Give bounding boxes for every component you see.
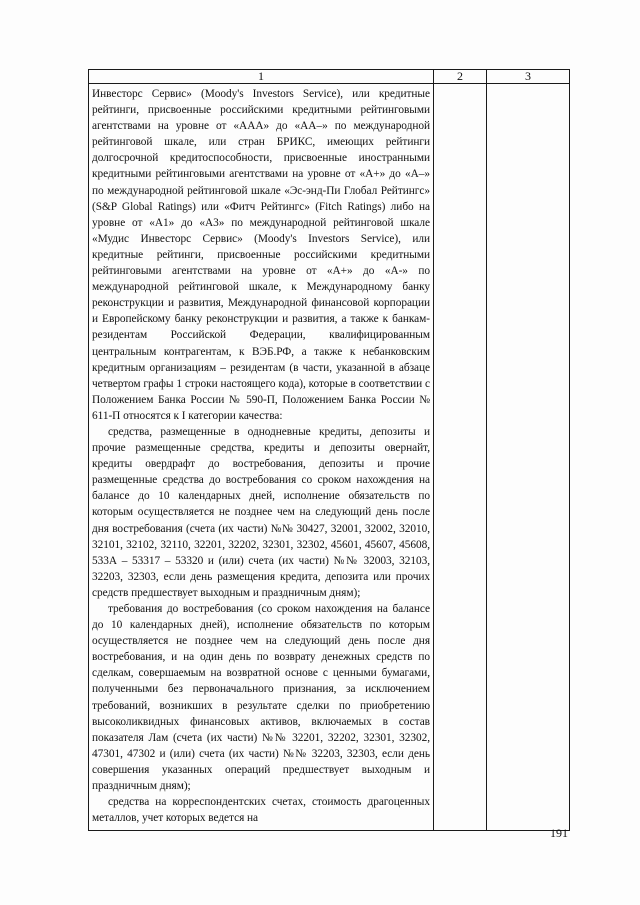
column-header-2: 2 — [434, 70, 487, 84]
page-number: 191 — [550, 826, 568, 840]
table-row — [89, 84, 570, 831]
document-table — [88, 69, 570, 831]
table-cell-description — [89, 84, 434, 831]
column-header-1: 1 — [89, 70, 434, 84]
paragraph-demand-claims: требования до востребования (со сроком нахождения на балансе до 10 календарных дней), исполнение обязательств по которым осуществляется не позднее чем на следующий день после дня востребования, и на один день по возврату денежных средств по сделкам, совершаемым на возвратной основе с ценными бумагами, полученными без первоначального признания, за исключением требований, возникших в результате сделки по приобретению высоколиквидных финансовых активов, включаемых в состав показателя Лам (счета (их части) №№ 32201, 32202, 32301, 32302, 47301, 47302 и (или) счета (их части) №№ 32203, 32303, если день совершения указанных операций предшествует выходным и праздничным дням); — [92, 603, 430, 793]
cell-text-block — [89, 84, 433, 826]
table-cell-column-2 — [434, 84, 487, 831]
paragraph-overnight-deposits: средства, размещенные в однодневные кредиты, депозиты и прочие размещенные средства, кредиты и депозиты овернайт, кредиты овердрафт до востребования, депозиты и прочие размещенные средства до востребования со сроком нахождения на балансе до 10 календарных дней, исполнение обязательств по которым осуществляется не позднее чем на следующий день после дня востребования (счета (их части) №№ 30427, 32001, 32002, 32010, 32101, 32102, 32110, 32201, 32202, 32301, 32302, 45601, 45607, 45608, 533А – 53317 – 53320 и (или) счета (их части) №№ 32003, 32103, 32203, 32303, если день размещения кредита, депозита или прочих средств предшествует выходным и праздничным дням); — [92, 425, 430, 599]
paragraph-continuation: Инвесторс Сервис» (Moody's Investors Service), или кредитные рейтинги, присвоенные российскими кредитными рейтинговыми агентствами на уровне от «ААА» до «АА–» по международной рейтинговой шкале, или стран БРИКС, имеющих рейтинги долгосрочной кредитоспособности, присвоенные иностранными кредитными рейтинговыми агентствами на уровне от «А+» до «А–» по международной рейтинговой шкале «Эс-энд-Пи Глобал Рейтингс» (S&P Global Ratings) или «Фитч Рейтингс» (Fitch Ratings) либо на уровне от «А1» до «А3» по международной рейтинговой шкале «Мудис Инвесторс Сервис» (Moody's Investors Service), или кредитные рейтинги, присвоенные российскими кредитными рейтинговыми агентствами на уровне от «А+» до «А-» по международной рейтинговой шкале, к Международному банку реконструкции и развития, Международной финансовой корпорации и Европейскому банку реконструкции и развития, а также к банкам-резидентам Российской Федерации, квалифицированным центральным контрагентам, к ВЭБ.РФ, а также к небанковским кредитным организациям – резидентам (в части, указанной в абзаце четвертом графы 1 строки настоящего кода), которые в соответствии с Положением Банка России № 590-П, Положением Банка России № 611-П относятся к I категории качества: — [92, 88, 430, 422]
table-header-row — [89, 70, 570, 84]
table-cell-column-3 — [487, 84, 570, 831]
paragraph-correspondent-accounts: средства на корреспондентских счетах, стоимость драгоценных металлов, учет которых ведется на — [92, 796, 430, 825]
column-header-3: 3 — [487, 70, 570, 84]
